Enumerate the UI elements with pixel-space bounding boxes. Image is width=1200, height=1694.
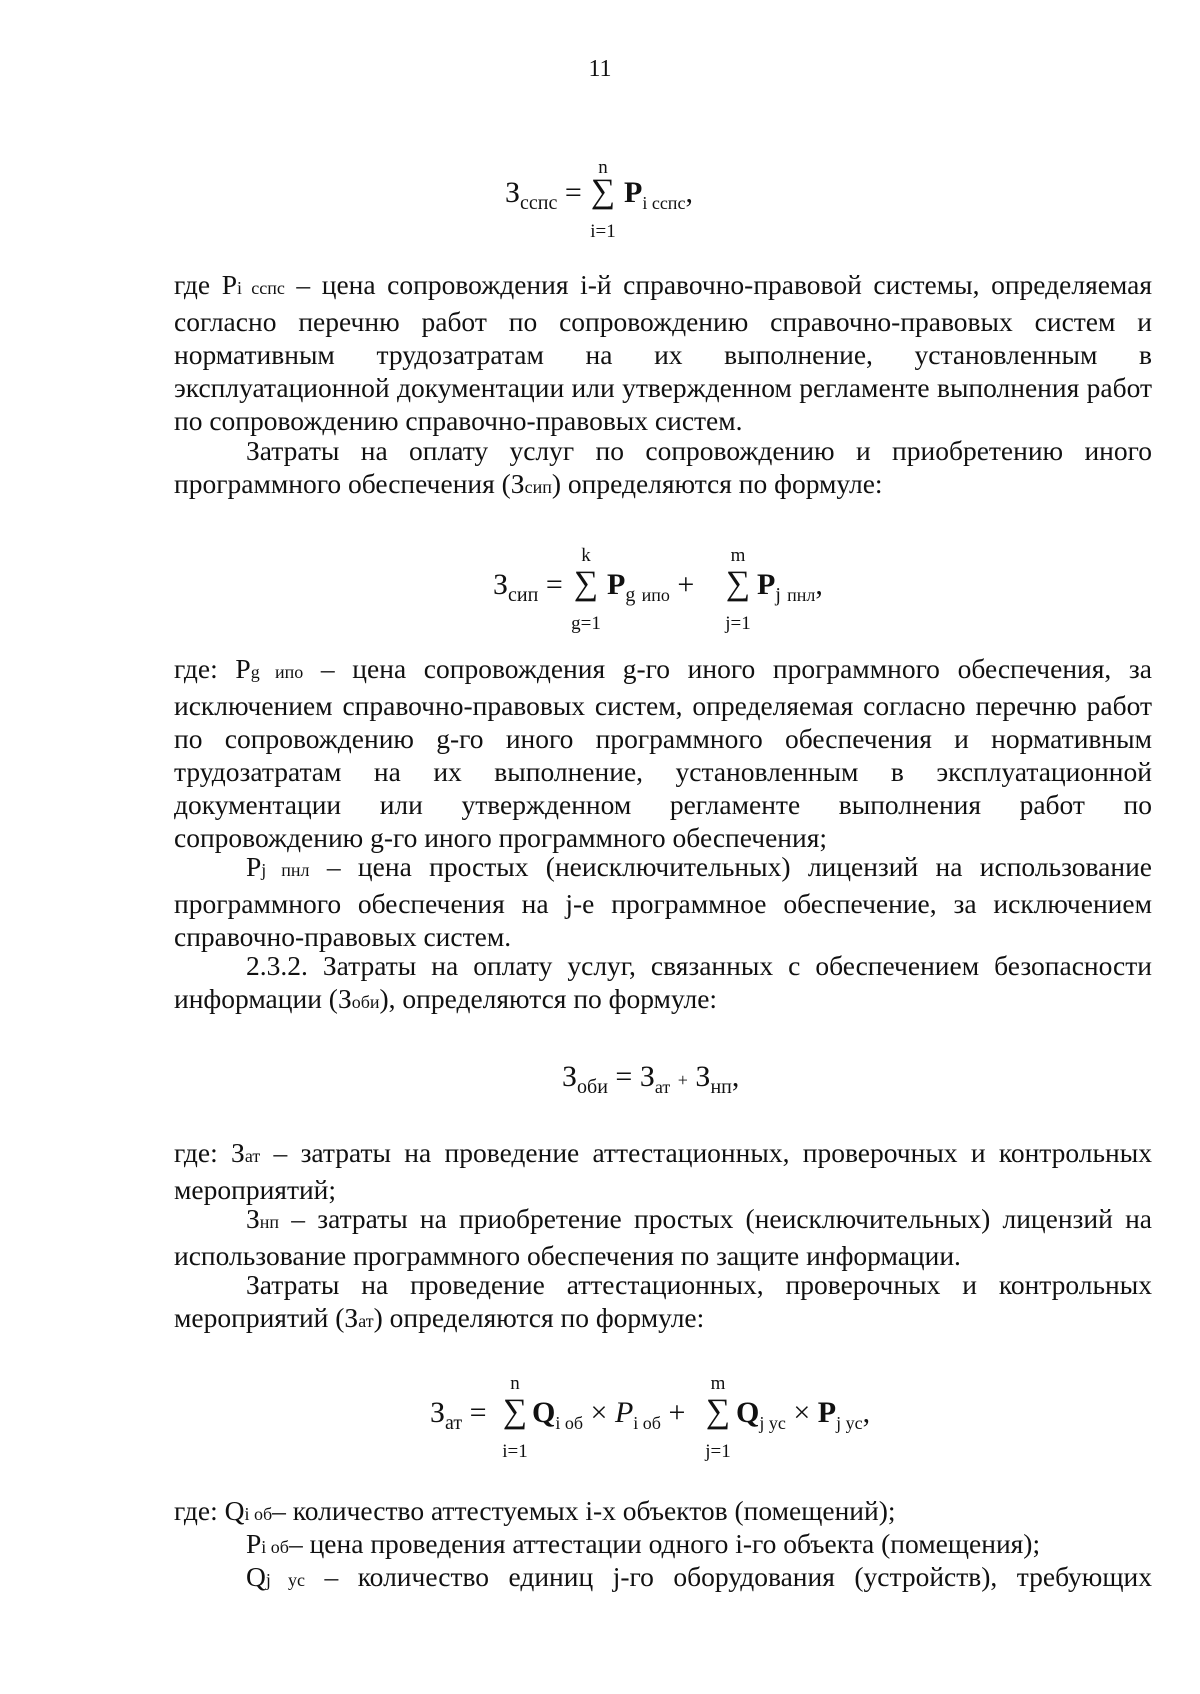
formula-term: $P_{i сспс}$,: [624, 176, 693, 213]
formula-term-pnl: $P_{j пнл}$,: [757, 568, 823, 606]
sum1-sign: ∑: [573, 565, 599, 602]
paragraph-np-definition: Знп – затраты на приобретение простых (неисключительных) лицензий на использование программного обеспечения по защите информации.: [174, 1203, 1152, 1271]
paragraph-obi-intro: 2.3.2. Затраты на оплату услуг, связанных с обеспечением безопасности информации (Зоби), определяются по формуле:: [174, 950, 1152, 1014]
sum2-lower-limit: j=1: [705, 1441, 731, 1462]
sum2-upper-limit: m: [710, 1373, 726, 1394]
formula-obi-expression: $З_{оби} = З_{ат} + З_{нп}$,: [562, 1060, 740, 1098]
sum1-upper-limit: n: [510, 1373, 520, 1394]
formula-sip: [0, 540, 1200, 650]
page-number: 11: [588, 56, 612, 82]
sum1-sign: ∑: [502, 1393, 528, 1430]
paragraph-sspc-definition: где Pi сспс – цена сопровождения i-й справочно-правовой системы, определяемая согласно перечню работ по сопровождению справочно-правовых систем и нормативным трудозатратам на их выполнение, установленным в эксплуатационной документации или утвержденном регламенте выполнения работ по сопровождению справочно-правовых систем.: [174, 269, 1152, 436]
formula-term-us: $Q_{j ус} \times P_{j ус}$,: [736, 1396, 871, 1433]
paragraph-pnl-definition: Pj пнл – цена простых (неисключительных) лицензий на использование программного обеспечения на j-е программное обеспечение, за исключением справочно-правовых систем.: [174, 851, 1153, 952]
formula-sspc: [0, 150, 1200, 260]
formula-at: [0, 1370, 1200, 1480]
paragraph-qob-definition: где: Qi об– количество аттестуемых i-х объектов (помещений);: [174, 1495, 896, 1526]
formula-term-ob: $Q_{i об} \times P_{i об}$ +: [532, 1396, 686, 1433]
formula-lhs: $З_{сип}$ =: [493, 568, 563, 606]
sum1-lower-limit: i=1: [502, 1441, 528, 1462]
sum2-upper-limit: m: [730, 545, 746, 566]
sum1-upper-limit: k: [581, 545, 591, 566]
sum-sign: ∑: [590, 173, 616, 210]
paragraph-qus-definition: Qj ус – количество единиц j-го оборудования (устройств), требующих: [246, 1561, 1152, 1592]
paragraph-at-intro: Затраты на проведение аттестационных, проверочных и контрольных мероприятий (Зат) определяются по формуле:: [174, 1269, 1152, 1333]
sum2-sign: ∑: [725, 565, 751, 602]
formula-lhs: $З_{ат}$ =: [430, 1396, 487, 1434]
paragraph-at-definition: где: Зат – затраты на проведение аттестационных, проверочных и контрольных мероприятий;: [174, 1137, 1152, 1205]
paragraph-sip-intro: Затраты на оплату услуг по сопровождению и приобретению иного программного обеспечения (Зсип) определяются по формуле:: [174, 435, 1152, 499]
formula-lhs: $З_{сспс}$ =: [505, 176, 582, 214]
sum2-lower-limit: j=1: [725, 613, 751, 634]
sum1-lower-limit: g=1: [571, 613, 601, 634]
sum-upper-limit: n: [598, 157, 608, 178]
sum2-sign: ∑: [705, 1393, 731, 1430]
paragraph-pob-definition: Pi об– цена проведения аттестации одного i-го объекта (помещения);: [246, 1528, 1041, 1559]
paragraph-ipo-definition: где: Pg ипо – цена сопровождения g-го иного программного обеспечения, за исключением справочно-правовых систем, определяемая согласно перечню работ по сопровождению g-го иного программного обеспечения и нормативным трудозатратам на их выполнение, установленным в эксплуатационной документации или утвержденном регламенте выполнения работ по сопровождению g-го иного программного обеспечения;: [174, 653, 1152, 853]
sum-lower-limit: i=1: [590, 221, 616, 242]
formula-term-ipo: $P_{g ипо}$ +: [607, 568, 695, 606]
